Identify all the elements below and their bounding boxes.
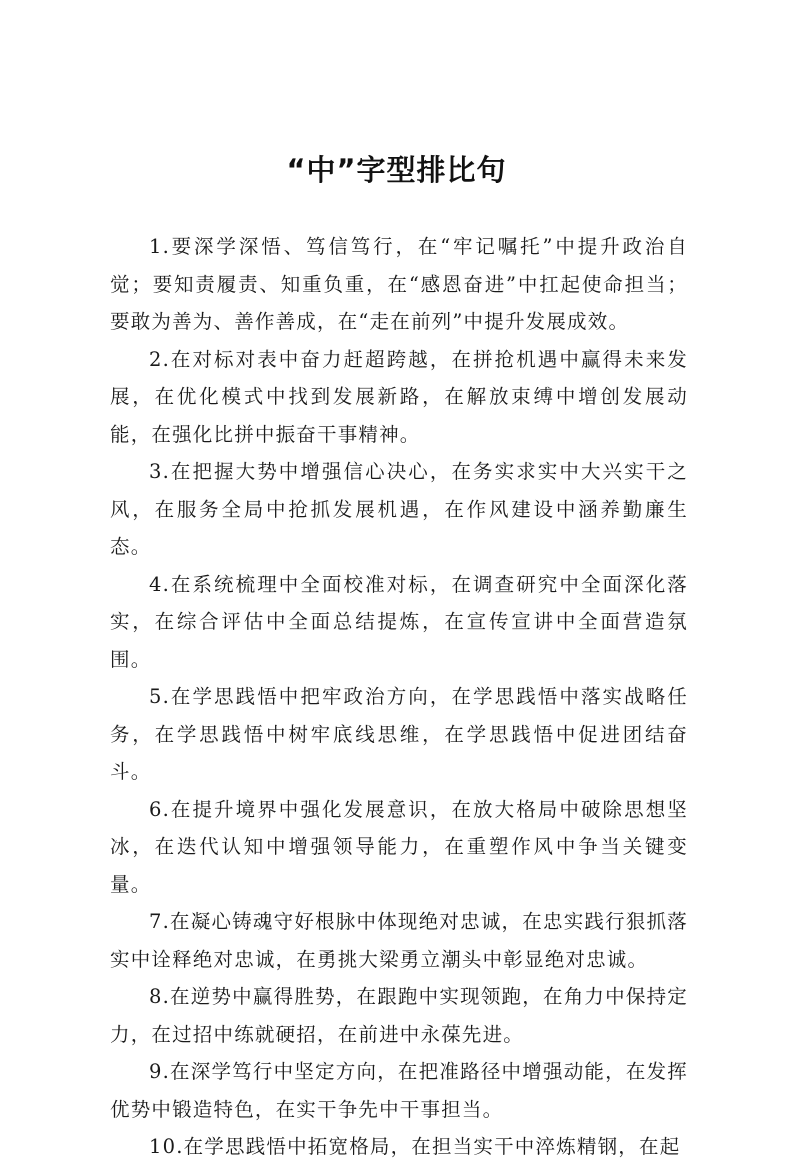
- paragraph-9: 9.在深学笃行中坚定方向，在把准路径中增强动能，在发挥优势中锻造特色，在实干争先中干事担当。: [110, 1060, 688, 1121]
- paragraph-10: 10.在学思践悟中拓宽格局，在担当实干中淬炼精钢，在起: [149, 1135, 681, 1158]
- paragraph-8: 8.在逆势中赢得胜势，在跟跑中实现领跑，在角力中保持定力，在过招中练就硬招，在前进中永葆先进。: [110, 985, 688, 1046]
- paragraph-5: 5.在学思践悟中把牢政治方向，在学思践悟中落实战略任务，在学思践悟中树牢底线思维，在学思践悟中促进团结奋斗。: [110, 685, 688, 783]
- paragraph-2: 2.在对标对表中奋力赶超跨越，在拼抢机遇中赢得未来发展，在优化模式中找到发展新路，在解放束缚中增创发展动能，在强化比拼中振奋干事精神。: [110, 347, 688, 446]
- paragraph-4: 4.在系统梳理中全面校准对标，在调查研究中全面深化落实，在综合评估中全面总结提炼，在宣传宣讲中全面营造氛围。: [110, 572, 688, 671]
- paragraph-6: 6.在提升境界中强化发展意识，在放大格局中破除思想坚冰，在迭代认知中增强领导能力，在重塑作风中争当关键变量。: [110, 797, 688, 896]
- paragraph-3: 3.在把握大势中增强信心决心，在务实求实中大兴实干之风，在服务全局中抢抓发展机遇，在作风建设中涵养勤廉生态。: [110, 460, 688, 558]
- document-body: [110, 228, 688, 1166]
- paragraph-7: 7.在凝心铸魂守好根脉中体现绝对忠诚，在忠实践行狠抓落实中诠释绝对忠诚，在勇挑大梁勇立潮头中彰显绝对忠诚。: [110, 910, 688, 971]
- paragraph-1: 1.要深学深悟、笃信笃行，在“牢记嘱托”中提升政治自觉；要知责履责、知重负重，在“感恩奋进”中扛起使命担当；要敢为善为、善作善成，在“走在前列”中提升发展成效。: [110, 235, 688, 333]
- document-title: “中”字型排比句: [286, 153, 507, 187]
